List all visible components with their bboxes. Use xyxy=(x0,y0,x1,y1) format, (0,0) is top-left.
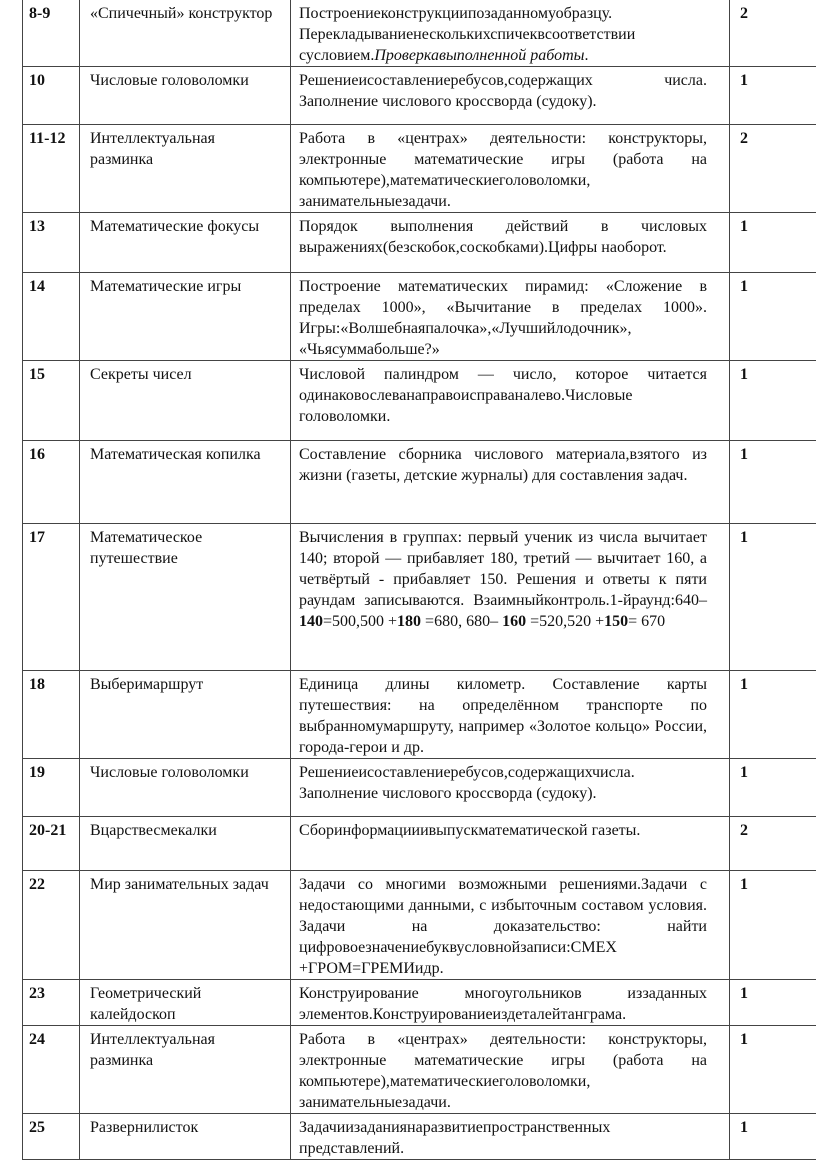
lesson-number: 15 xyxy=(23,361,80,441)
description-segment: Задачи со многими возможными решениями.Задачи с недостающими данными, с избыточным составом условия. Задачи на доказательство: найти цифровоезначениебуквусловнойзаписи:СМЕХ +ГРОМ=ГРЕМИидр. xyxy=(299,876,707,977)
lesson-number: 16 xyxy=(23,441,80,524)
table-row xyxy=(23,213,816,273)
table-row xyxy=(23,871,816,980)
lesson-description xyxy=(291,671,730,759)
table-row xyxy=(23,441,816,524)
lesson-number: 23 xyxy=(23,980,80,1026)
lesson-description xyxy=(291,361,730,441)
lesson-description xyxy=(291,759,730,817)
lesson-description xyxy=(291,441,730,524)
table-row xyxy=(23,67,816,125)
lesson-number: 22 xyxy=(23,871,80,980)
lesson-number: 18 xyxy=(23,671,80,759)
lesson-hours: 1 xyxy=(730,1026,816,1114)
table-row xyxy=(23,524,816,671)
lesson-hours: 2 xyxy=(730,817,816,871)
description-segment: =680, 680– xyxy=(421,613,502,630)
lesson-description xyxy=(291,273,730,361)
lesson-topic: Интеллектуальная разминка xyxy=(80,125,291,213)
description-segment: 140 xyxy=(299,613,323,630)
description-segment: Вычисления в группах: первый ученик из числа вычитает 140; второй — прибавляет 180, третий — вычитает 160, а четвёртый - прибавляет 150. Решения и ответы к пяти раундам записываются. Взаимныйконтроль.1-йраунд:640– xyxy=(299,529,707,609)
lesson-number: 10 xyxy=(23,67,80,125)
description-segment: Конструирование многоугольников иззаданных элементов.Конструированиеиздеталейтанграма. xyxy=(299,985,707,1023)
lesson-description xyxy=(291,980,730,1026)
lesson-number: 25 xyxy=(23,1114,80,1160)
lesson-number: 8-9 xyxy=(23,0,80,67)
lesson-number: 14 xyxy=(23,273,80,361)
lesson-hours: 2 xyxy=(730,0,816,67)
lesson-number: 20-21 xyxy=(23,817,80,871)
lesson-topic: Математические фокусы xyxy=(80,213,291,273)
table-row xyxy=(23,671,816,759)
description-segment: =500,500 + xyxy=(323,613,397,630)
lesson-hours: 1 xyxy=(730,361,816,441)
description-segment: . xyxy=(585,47,589,64)
lesson-hours: 1 xyxy=(730,980,816,1026)
table-row xyxy=(23,1114,816,1160)
description-segment: Числовой палиндром — число, которое читается одинаковослеванаправоисправаналево.Числовые головоломки. xyxy=(299,366,707,425)
lesson-number: 11-12 xyxy=(23,125,80,213)
lesson-hours: 1 xyxy=(730,871,816,980)
table-row xyxy=(23,980,816,1026)
lesson-hours: 2 xyxy=(730,125,816,213)
description-segment: 150 xyxy=(604,613,628,630)
lesson-description xyxy=(291,817,730,871)
lesson-description xyxy=(291,213,730,273)
lesson-number: 13 xyxy=(23,213,80,273)
description-segment: Задачиизаданиянаразвитиепространственных представлений. xyxy=(299,1119,610,1157)
table-row xyxy=(23,759,816,817)
lesson-hours: 1 xyxy=(730,759,816,817)
lesson-description xyxy=(291,524,730,671)
lesson-topic: Числовые головоломки xyxy=(80,759,291,817)
lesson-hours: 1 xyxy=(730,441,816,524)
description-segment: Единица длины километр. Составление карты путешествия: на определённом транспорте по выбранномумаршруту, например «Золотое кольцо» России, города-герои и др. xyxy=(299,676,707,756)
lesson-description xyxy=(291,1114,730,1160)
description-segment: Решениеисоставлениеребусов,содержащихчисла. Заполнение числового кроссворда (судоку). xyxy=(299,764,635,802)
lesson-topic: Геометрический калейдоскоп xyxy=(80,980,291,1026)
lesson-topic: Интеллектуальная разминка xyxy=(80,1026,291,1114)
lesson-topic: Математическая копилка xyxy=(80,441,291,524)
lesson-topic: Вцарствесмекалки xyxy=(80,817,291,871)
lesson-topic: Развернилисток xyxy=(80,1114,291,1160)
lesson-hours: 1 xyxy=(730,273,816,361)
lesson-number: 24 xyxy=(23,1026,80,1114)
table-row xyxy=(23,817,816,871)
lesson-plan-table xyxy=(22,0,816,1160)
description-segment: Решениеисоставлениеребусов,содержащих числа. Заполнение числового кроссворда (судоку). xyxy=(299,72,707,110)
description-segment: Построениеконструкциипозаданномуобразцу. Перекладываниенесколькихспичеквсоответствии сусловием. xyxy=(299,5,635,64)
lesson-topic: Математические игры xyxy=(80,273,291,361)
description-segment: Работа в «центрах» деятельности: конструкторы, электронные математические игры (работа на компьютере),математическиеголоволомки, занимательныезадачи. xyxy=(299,130,707,210)
table-row xyxy=(23,361,816,441)
lesson-topic: «Спичечный» конструктор xyxy=(80,0,291,67)
table-row xyxy=(23,0,816,67)
description-segment: 180 xyxy=(397,613,421,630)
description-segment: =520,520 + xyxy=(526,613,604,630)
table-body xyxy=(23,0,816,1160)
lesson-description xyxy=(291,871,730,980)
lesson-number: 17 xyxy=(23,524,80,671)
lesson-hours: 1 xyxy=(730,524,816,671)
lesson-hours: 1 xyxy=(730,213,816,273)
description-segment: Работа в «центрах» деятельности: конструкторы, электронные математические игры (работа на компьютере),математическиеголоволомки, занимательныезадачи. xyxy=(299,1031,707,1111)
lesson-description xyxy=(291,1026,730,1114)
table-row xyxy=(23,1026,816,1114)
lesson-topic: Секреты чисел xyxy=(80,361,291,441)
lesson-hours: 1 xyxy=(730,67,816,125)
table-row xyxy=(23,273,816,361)
lesson-description xyxy=(291,67,730,125)
description-segment: 160 xyxy=(502,613,526,630)
lesson-topic: Выберимаршрут xyxy=(80,671,291,759)
lesson-topic: Математическое путешествие xyxy=(80,524,291,671)
lesson-hours: 1 xyxy=(730,1114,816,1160)
description-segment: = 670 xyxy=(628,613,665,630)
description-segment: Составление сборника числового материала,взятого из жизни (газеты, детские журналы) для составления задач. xyxy=(299,446,707,484)
lesson-topic: Мир занимательных задач xyxy=(80,871,291,980)
table-row xyxy=(23,125,816,213)
description-segment: Построение математических пирамид: «Сложение в пределах 1000», «Вычитание в пределах 1000». Игры:«Волшебнаяпалочка»,«Лучшийлодочник», «Чьясуммабольше?» xyxy=(299,278,707,358)
description-segment: Проверкавыполненной работы xyxy=(374,47,584,64)
description-segment: Сборинформацииивыпускматематической газеты. xyxy=(299,822,640,839)
lesson-description xyxy=(291,0,730,67)
lesson-hours: 1 xyxy=(730,671,816,759)
description-segment: Порядок выполнения действий в числовых выражениях(безскобок,соскобками).Цифры наоборот. xyxy=(299,218,707,256)
lesson-number: 19 xyxy=(23,759,80,817)
lesson-description xyxy=(291,125,730,213)
lesson-topic: Числовые головоломки xyxy=(80,67,291,125)
